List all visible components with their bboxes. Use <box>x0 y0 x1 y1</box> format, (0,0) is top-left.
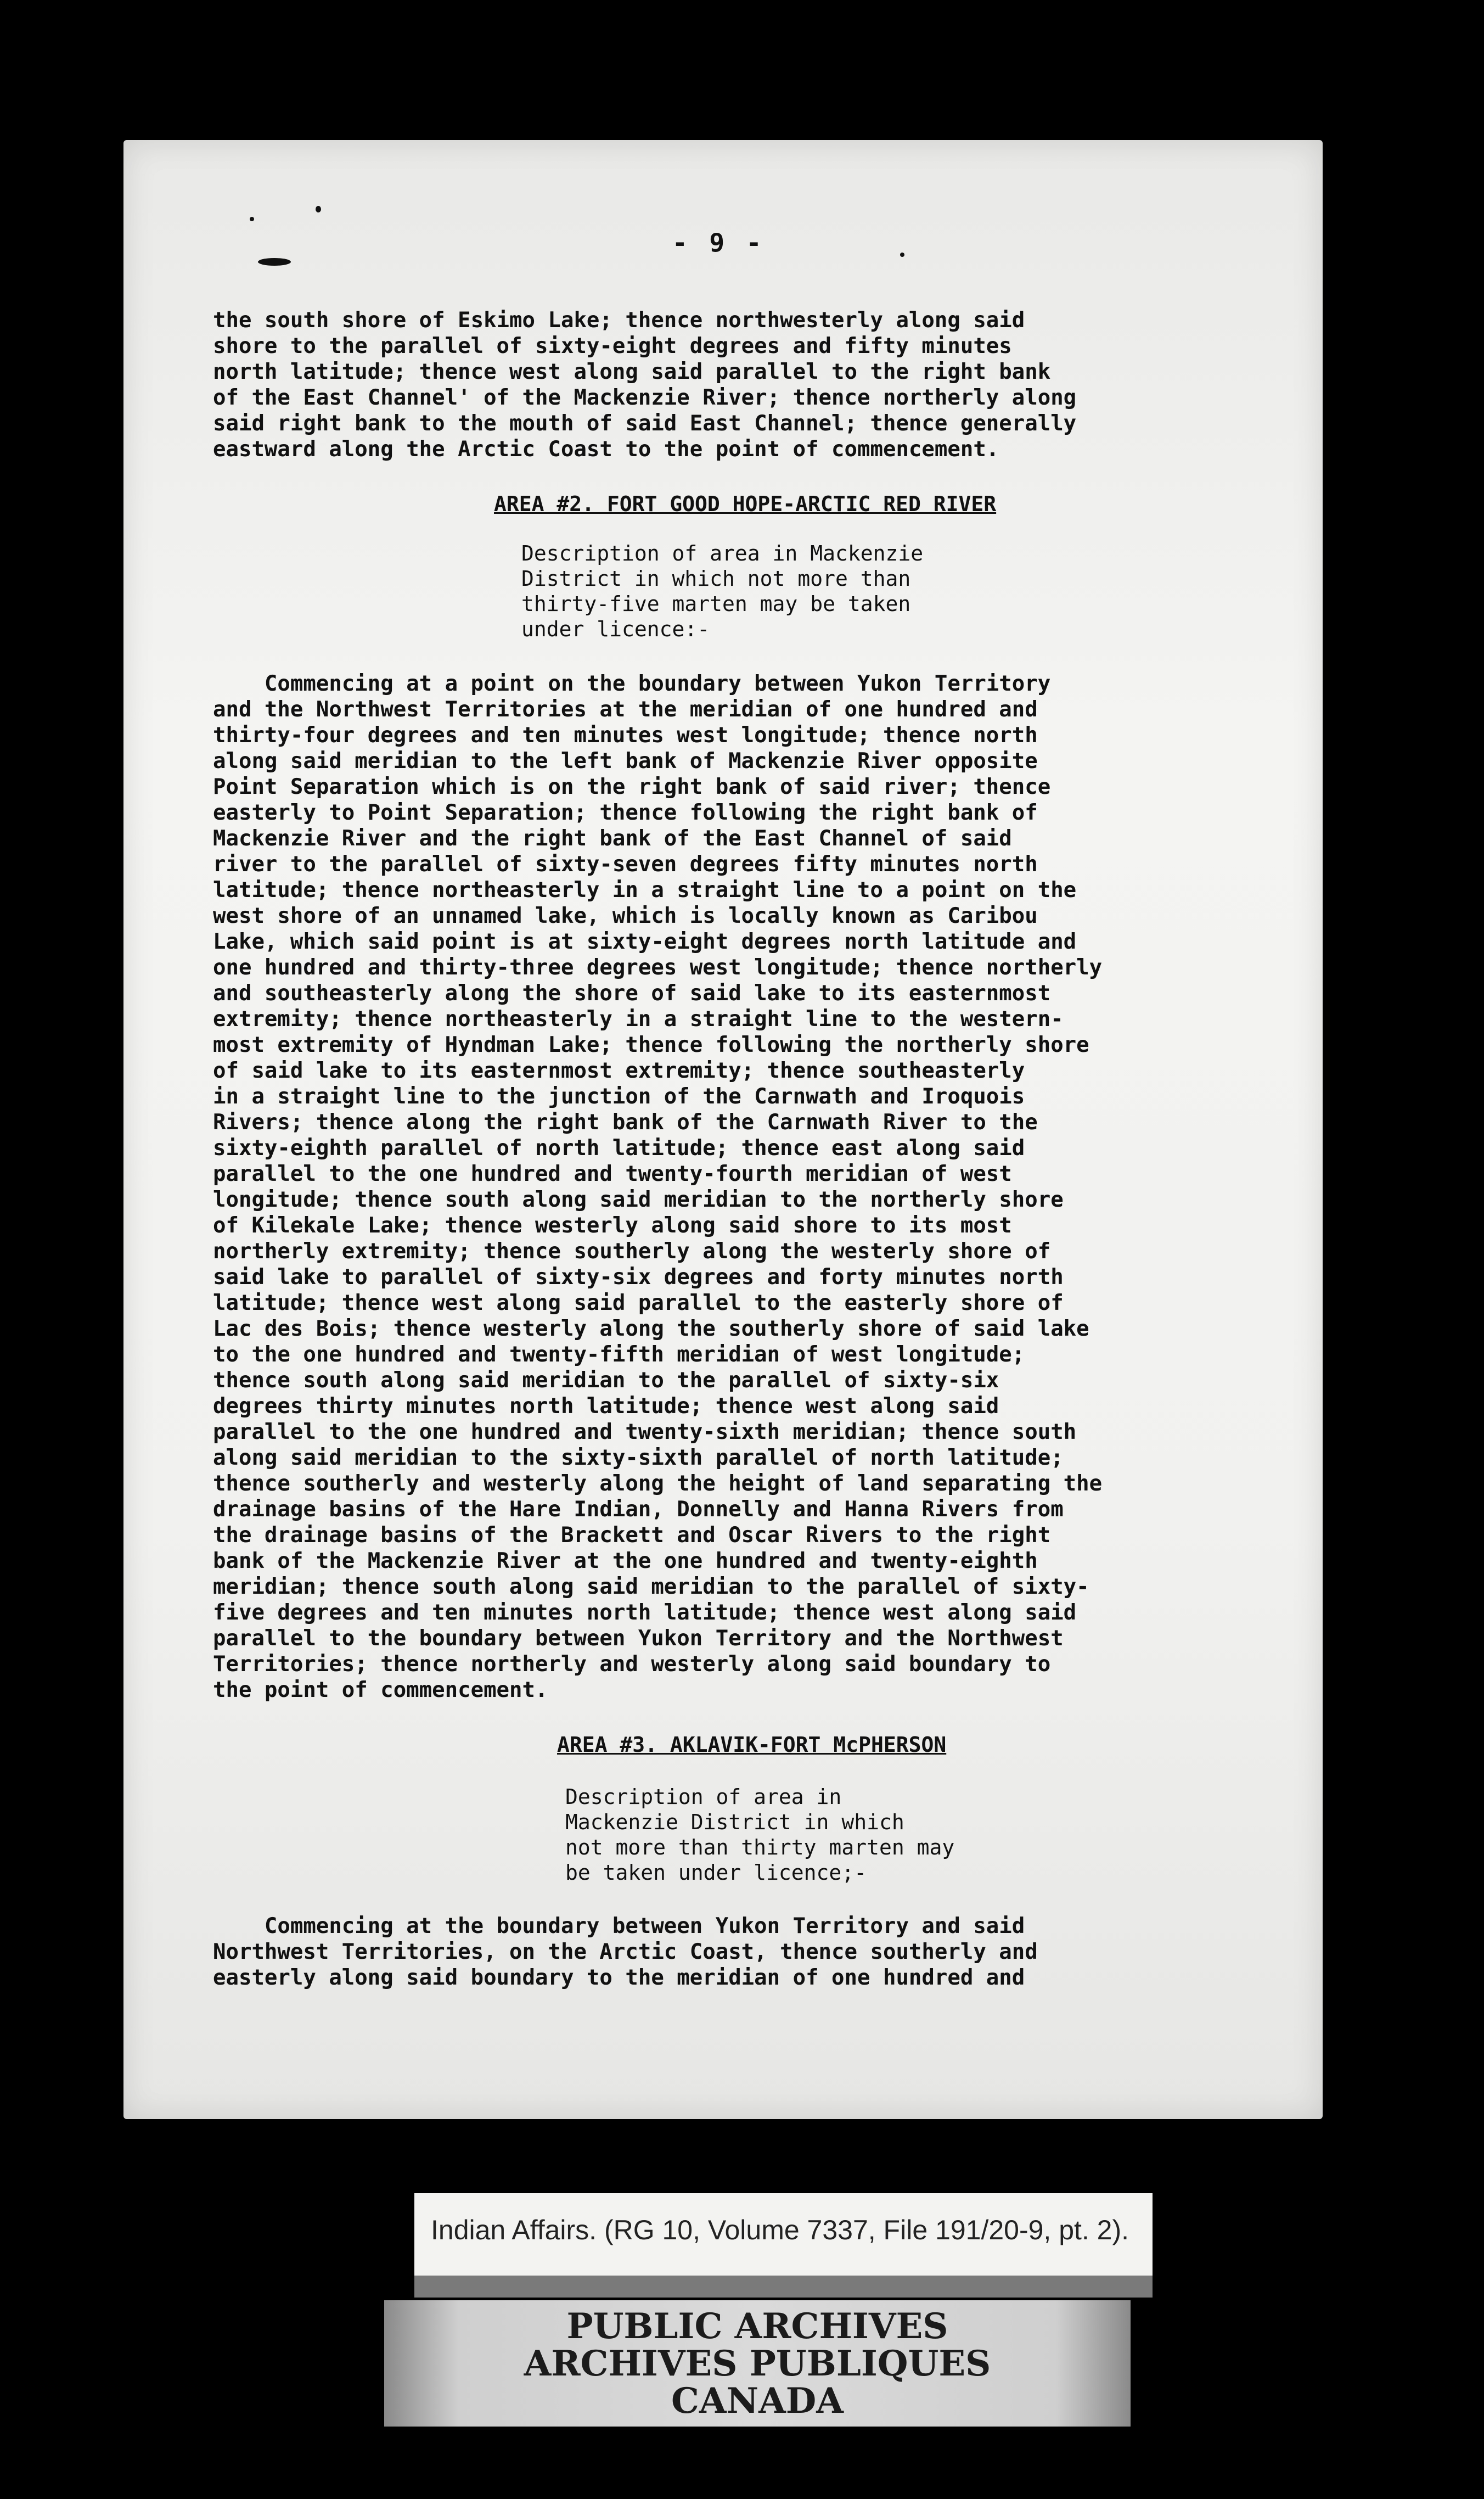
archive-reference-text: Indian Affairs. (RG 10, Volume 7337, File 191/20-9, pt. 2). <box>431 2215 1129 2245</box>
area-3-description: Commencing at the boundary between Yukon Territory and said Northwest Territories, on the Arctic Coast, thence southerly and easterly along said boundary to the meridian of one hundred and <box>213 1914 1038 1990</box>
area-3-heading: AREA #3. AKLAVIK-FORT McPHERSON <box>557 1733 947 1757</box>
area-2-heading: AREA #2. FORT GOOD HOPE-ARCTIC RED RIVER <box>494 492 997 516</box>
area-3-caption: Description of area in Mackenzie District in which not more than thirty marten may be taken under licence;- <box>565 1785 955 1885</box>
film-speck <box>900 253 904 257</box>
opening-paragraph: the south shore of Eskimo Lake; thence northwesterly along said shore to the parallel of sixty-eight degrees and fifty minutes north latitude; thence west along said parallel to the right bank of the East Channel' of the Mackenzie River; thence northerly along said right bank to the mouth of said East Channel; thence generally eastward along the Arctic Coast to the point of commencement. <box>213 308 1077 462</box>
archive-reference-label <box>414 2193 1153 2276</box>
film-speck <box>258 258 291 266</box>
stamp-line-2: ARCHIVES PUBLIQUES <box>524 2343 991 2384</box>
film-speck <box>250 217 254 221</box>
stamp-line-1: PUBLIC ARCHIVES <box>566 2306 948 2347</box>
area-2-description: Commencing at a point on the boundary between Yukon Territory and the Northwest Territories at the meridian of one hundred and thirty-four degrees and ten minutes west longitude; thence north along said meridian to the left bank of Mackenzie River opposite Point Separation which is on the right bank of said river; thence easterly to Point Separation; thence following the right bank of Mackenzie River and the right bank of the East Channel of said river to the parallel of sixty-seven degrees fifty minutes north latitude; thence northeasterly in a straight line to a point on the west shore of an unnamed lake, which is locally known as Caribou Lake, which said point is at sixty-eight degrees north latitude and one hundred and thirty-three degrees west longitude; thence northerly and southeasterly along the shore of said lake to its easternmost extremity; thence northeasterly in a straight line to the western- most extremity of Hyndman Lake; thence following the northerly shore of said lake to its easternmost extremity; thence southeasterly in a straight line to the junction of the Carnwath and Iroquois Rivers; thence along the right bank of the Carnwath River to the sixty-eighth parallel of north latitude; thence east along said parallel to the one hundred and twenty-fourth meridian of west longitude; thence south along said meridian to the northerly shore of Kilekale Lake; thence westerly along said shore to its most northerly extremity; thence southerly along the westerly shore of said lake to parallel of sixty-six degrees and forty minutes north latitude; thence west along said parallel to the easterly shore of Lac des Bois; thence westerly along the southerly shore of said lake to the one hundred and twenty-fifth meridian of west longitude; thence south along said meridian to the parallel of sixty-six degrees thirty minutes north latitude; thence west along said parallel to the one hundred and twenty-sixth meridian; thence south along said meridian to the sixty-sixth parallel of north latitude; thence southerly and westerly along the height of land separating the drainage basins of the Hare Indian, Donnelly and Hanna Rivers from the drainage basins of the Brackett and Oscar Rivers to the right bank of the Mackenzie River at the one hundred and twenty-eighth meridian; thence south along said meridian to the parallel of sixty- five degrees and ten minutes north latitude; thence west along said parallel to the boundary between Yukon Territory and the Northwest Territories; thence northerly and westerly along said boundary to the point of commencement. <box>213 671 1103 1702</box>
area-2-caption: Description of area in Mackenzie District in which not more than thirty-five marten may be taken under licence:- <box>521 541 924 641</box>
archives-stamp <box>384 2300 1131 2427</box>
film-speck <box>316 206 321 212</box>
label-shadow <box>414 2276 1153 2298</box>
page-number: - 9 - <box>672 228 765 257</box>
stamp-line-3: CANADA <box>671 2380 844 2422</box>
